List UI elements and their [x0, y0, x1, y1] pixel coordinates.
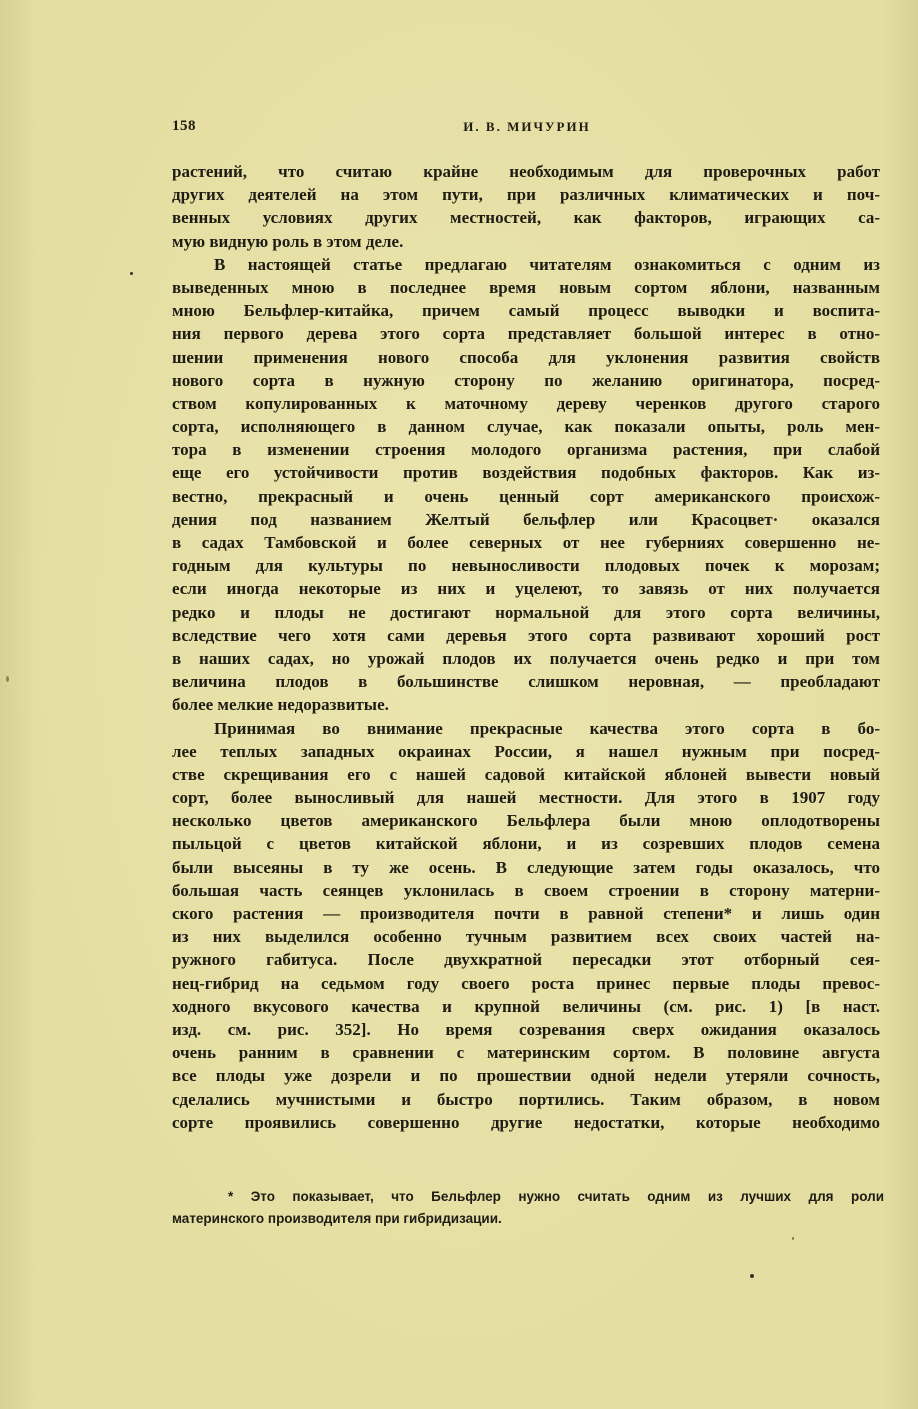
text-line: пыльцой с цветов китайской яблони, и из созревших плодов семена	[172, 834, 880, 854]
text-line: более мелкие недоразвитые.	[172, 695, 389, 715]
text-line: большая часть сеянцев уклонилась в своем строении в сторону матерни-	[172, 880, 880, 900]
footnote-line: материнского производителя при гибридизации.	[172, 1211, 502, 1226]
footnote	[172, 1186, 884, 1230]
text-line: ходного вкусового качества и крупной величины (см. рис. 1) [в наст.	[172, 996, 880, 1016]
scan-speck	[750, 1274, 754, 1278]
text-line: еще его устойчивости против воздействия подобных факторов. Как из-	[172, 463, 880, 483]
text-line: вестно, прекрасный и очень ценный сорт американского происхож-	[172, 486, 880, 506]
text-line: в наших садах, но урожай плодов их получается очень редко и при том	[172, 648, 880, 668]
scan-speck	[6, 676, 9, 682]
text-line: мую видную роль в этом деле.	[172, 231, 404, 251]
footnote-line: * Это показывает, что Бельфлер нужно считать одним из лучших для роли	[228, 1189, 884, 1204]
text-line: выведенных мною в последнее время новым сортом яблони, названным	[172, 277, 880, 297]
text-line: нец-гибрид на седьмом году своего роста принес первые плоды превос-	[172, 973, 880, 993]
running-head	[172, 118, 882, 140]
text-line: из них выделился особенно тучным развитием всех своих частей на-	[172, 927, 880, 947]
text-line: изд. см. рис. 352]. Но время созревания сверх ожидания оказалось	[172, 1019, 880, 1039]
text-line: ского растения — производителя почти в равной степени* и лишь один	[172, 904, 880, 923]
text-line: ния первого дерева этого сорта представляет большой интерес в отно-	[172, 324, 880, 344]
text-line: нового сорта в нужную сторону по желанию оригинатора, посред-	[172, 370, 880, 390]
scan-speck	[130, 272, 133, 275]
text-line: растений, что считаю крайне необходимым для проверочных работ	[172, 162, 880, 181]
text-line: несколько цветов американского Бельфлера были мною оплодотворены	[172, 811, 880, 831]
text-line: в садах Тамбовской и более северных от нее губерниях совершенно не-	[172, 533, 880, 552]
text-line: все плоды уже дозрели и по прошествии одной недели утеряли сочность,	[172, 1066, 880, 1086]
text-line: величина плодов в большинстве слишком неровная, — преобладают	[172, 672, 880, 692]
text-line: других деятелей на этом пути, при различных климатических и поч-	[172, 185, 880, 205]
body-text	[172, 160, 880, 1134]
text-line: лее теплых западных окраинах России, я нашел нужным при посред-	[172, 741, 880, 761]
page-number: 158	[172, 118, 196, 134]
text-line: венных условиях других местностей, как факторов, играющих са-	[172, 208, 880, 228]
text-line: В настоящей статье предлагаю читателям ознакомиться с одним из	[214, 254, 880, 274]
text-line: вследствие чего хотя сами деревья этого сорта развивают хороший рост	[172, 625, 880, 645]
running-title: И. В. МИЧУРИН	[463, 119, 591, 134]
text-line: годным для культуры по невыносливости плодовых почек к морозам;	[172, 556, 880, 576]
text-line: очень ранним в сравнении с материнским сортом. В половине августа	[172, 1043, 880, 1063]
text-line: ством копулированных к маточному дереву черенков другого старого	[172, 393, 880, 413]
text-line: тора в изменении строения молодого организма растения, при слабой	[172, 440, 880, 460]
scan-speck	[792, 1237, 794, 1240]
text-line: сорте проявились совершенно другие недостатки, которые необходимо	[172, 1112, 880, 1132]
text-line: сорт, более выносливый для нашей местности. Для этого в 1907 году	[172, 788, 880, 808]
text-line: шении применения нового способа для уклонения развития свойств	[172, 347, 880, 367]
text-line: мною Бельфлер-китайка, причем самый процесс выводки и воспита-	[172, 301, 880, 321]
text-line: дения под названием Желтый бельфлер или Красоцвет· оказался	[172, 509, 880, 529]
text-line: если иногда некоторые из них и уцелеют, то завязь от них получается	[172, 579, 880, 599]
text-line: редко и плоды не достигают нормальной для этого сорта величины,	[172, 602, 880, 622]
text-line: Принимая во внимание прекрасные качества этого сорта в бо-	[214, 718, 880, 738]
text-line: сделались мучнистыми и быстро портились. Таким образом, в новом	[172, 1089, 880, 1109]
text-line: ружного габитуса. После двухкратной пересадки этот отборный сея-	[172, 950, 880, 970]
text-line: стве скрещивания его с нашей садовой китайской яблоней вывести новый	[172, 764, 880, 784]
text-line: сорта, исполняющего в данном случае, как показали опыты, роль мен-	[172, 417, 880, 437]
text-line: были высеяны в ту же осень. В следующие затем годы оказалось, что	[172, 857, 880, 877]
